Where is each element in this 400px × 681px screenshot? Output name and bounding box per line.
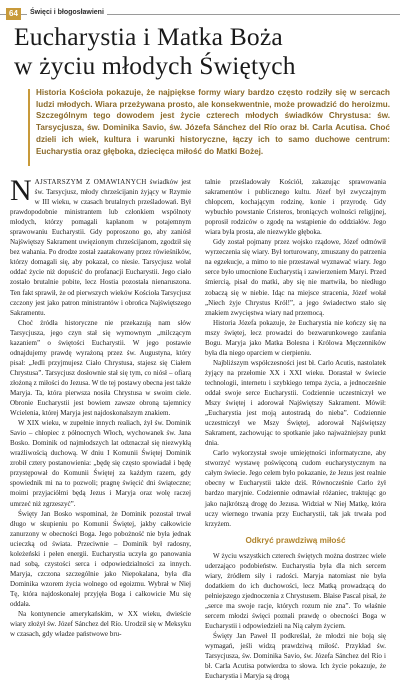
body-paragraph: Gdy został pojmany przez wojsko rządowe, Józef odmówił wyrzeczenia się wiary. Był torturowany, zmuszany do patrzenia na egzekucje, a mimo to nie przestawał wyznawać wiary. Jego serce było umocnione Eucharystią i zawierzeniem Maryi. Przed śmiercią, pisał do matki, aby się nie martwiła, bo niedługo zobaczą się w niebie. Idąc na miejsce stracenia, Józef wołał „Niech żyje Chrystus Król!”, a jego świadectwo stało się znakiem zwycięstwa wiary nad przemocą. bbox=[205, 238, 386, 317]
title-line: w życiu młodych Świętych bbox=[14, 51, 296, 80]
body-paragraph: Choć źródła historyczne nie przekazują nam słów Tarsycjusza, jego czyn stał się wymownym „milczącym kazaniem” o świętości Eucharystii. W jego postawie odnajdujemy prawdę wyrażoną przez św. Augustyna, który pisał: „Jedli przyjmujesz Ciało Chrystusa, stajesz się Ciałem Chrystusa”. Tarsycjusz dosłownie stał się tym, co niósł – ofiarą złożoną z miłości do Jezusa. W tle tej postawy obecna jest także Maryja. Ta, która pierwsza nosiła Chrystusa w swoim ciele. Obronie Eucharystii jest bowiem zawsze obroną tajemnicy Wcielenia, której Maryja jest najdoskonalszym znakiem. bbox=[10, 318, 191, 418]
body-paragraph: Carlo wykorzystał swoje umiejętności informatyczne, aby stworzyć wystawę poświęconą cudom eucharystycznym na całym świecie. Jego celem było pokazanie, że Jezus jest realnie obecny w Eucharystii także dziś. Równocześnie Carlo żył bardzo maryjnie. Codziennie odmawiał różaniec, traktując go jako najkrótszą drogę do Jezusa. Widział w Niej Matkę, która uczy wiernego trwania przy Eucharystii, tak jak trwała pod krzyżem. bbox=[205, 449, 386, 528]
lead-accent-bar bbox=[28, 89, 30, 166]
body-paragraph: Święty Jan Bosko wspominał, że Dominik pozostał trwał długo w skupieniu po Komunii Świętej, jakby całkowicie zanurzony w obecności Boga. Jego pobożność nie była jednak ucieczką od świata. Przeciwnie – Dominik był radosny, koleżeński i pełen energii. Eucharystia uczyła go panowania nad sobą, czystości serca i odpowiedzialności za innych. Maryja, czczona szczególnie jako Niepokalana, była dla Dominika wzorem życia wolnego od egoizmu. Wybrał w Niej Tę, która najdoskonalej przyjęła Boga i całkowicie Mu się oddała. bbox=[10, 509, 191, 608]
body-paragraph: Święty Jan Paweł II podkreślał, że młodzi nie boją się wymagań, jeśli widzą prawdziwą miłość. Przykład św. Tarsycjusza, św. Dominika Savio, św. Józefa Sánchez del Río i bł. Carla Acutisa potwierdza to słowa. Ich życie pokazuje, że Eucharystia i Maryja są drogą bbox=[205, 632, 386, 681]
body-paragraph: talnie prześladowały Kościół, zakazując sprawowania sakramentów i publicznego kultu. Józef był zwyczajnym chłopcem, kochającym rodzinę, konie i przyrodę. Gdy wybuchło powstanie Cristeros, broniących wolności religijnej, poprosił rodziców o zgodę na wstąpienie do oddziałów. Jego wiara była prosta, ale niezwykle głęboka. bbox=[205, 178, 386, 237]
body-paragraph: W XIX wieku, w zupełnie innych realiach, żył św. Dominik Savio – chłopiec z północnych Włoch, wychowanek św. Jana Bosko. Dominik od najmłodszych lat odznaczał się niezwykłą wrażliwością duchową. W dniu I Komunii Świętej Dominik zrobił cztery postanowienia: „będę się często spowiadał i będę przystępował do Komunii Świętej za każdym razem, gdy spowiednik mi na to pozwoli; pragnę święcić dni świąteczne; moimi przyjaciółmi będą Jezus i Maryja oraz wolę raczej umrzeć niż zgrzeszyć”. bbox=[10, 419, 191, 508]
title-line: Eucharystia i Matka Boża bbox=[14, 22, 283, 51]
page-number: 64 bbox=[6, 8, 21, 20]
lead-in-text: AJSTARSZYM Z OMAWIANYCH bbox=[34, 178, 147, 186]
article-title bbox=[14, 22, 386, 80]
right-column bbox=[205, 177, 386, 681]
article-lead: Historia Kościoła pokazuje, że najpiękse formy wiary bardzo często rodziły się w sercach ludzi młodych. Wiara przeżywana prosto, ale konsekwentnie, może prowadzić do heroizmu. Szczególnym tego dowodem jest życie czterech młodych świadków Chrystusa: św. Tarsycjusza, św. Dominika Savio, św. Józefa Sánchez del Río oraz bł. Carla Acutisa. Choć dzieli ich wiek, kultura i warunki historyczne, łączy ich to samo duchowe centrum: Eucharystia oraz głęboka, dziecięca miłość do Matki Bożej. bbox=[36, 88, 390, 156]
section-subheading: Odkryć prawdziwą miłość bbox=[245, 535, 346, 545]
section-label: Święci i błogosławieni bbox=[27, 9, 107, 16]
body-paragraph: Na kontynencie amerykańskim, w XX wieku, dwieście wiary złożył św. Józef Sánchez del Río. Urodził się w Meksyku w czasach, gdy władze państwowe bru- bbox=[10, 610, 191, 639]
body-paragraph: Najbliższym współczesności jest bł. Carlo Acutis, nastolatek żyjący na przełomie XX i XXI wieku. Dorastał w świecie technologii, internetu i szybkiego tempa życia, a jednocześnie oddał swoje serce Eucharystii. Codziennie uczestniczył we Mszy świętej i adorował Najświętszy Sakrament. Mówił: „Eucharystia jest moją autostradą do nieba”. Codziennie uczestniczył we Mszy Świętej, adorował Najświętszy Sakrament, zachowując to spotkanie jako najważniejszy punkt dnia. bbox=[205, 358, 386, 448]
paragraph-text: świadków jest św. Tarsycjusz, młody chrześcijanin żyjący w Rzymie w III wieku, w czasach brutalnych prześladowań. Był prawdopodobnie ministrantem lub członkiem wspólnoty młodych, którzy pomagali kapłanom w potajemnym sprawowaniu Eucharystii. Gdy poproszono go, aby zaniósł Najświętszy Sakrament uwięzionym chrześcijanom, zgodził się bez wahania. Po drodze został zaatakowany przez rówieśników, którzy domagali się, aby pokazał, co niesie. Tarsycjusz wolał oddać życie niż dopuścić do profanacji Eucharystii. Jego ciało zostało brutalnie pobite, lecz Hostia pozostała nienaruszona. Ten fakt sprawił, że od pierwszych wieków Kościoła Tarsycjusz czczony jest jako patron ministrantów i obrońca Najświętszego Sakramentu. bbox=[10, 178, 192, 317]
left-column bbox=[10, 174, 192, 639]
body-paragraph bbox=[10, 174, 192, 318]
drop-cap: N bbox=[10, 174, 32, 207]
body-paragraph: W życiu wszystkich czterech świętych można dostrzec wiele uderzająco podobieństw. Eucharystia była dla nich sercem wiary, źródłem siły i radości. Maryja natomiast nie była dodatkiem do ich duchowości, lecz Matką prowadzącą do pełniejszego zjednoczenia z Chrystusem. Blaise Pascal pisał, że „serce ma swoje racje, których rozum nie zna”. To właśnie sercem młodzi święci poznali prawdę o obecności Boga w Eucharystii i odpowiedzieli na Nią całym życiem. bbox=[205, 551, 386, 630]
body-paragraph: Historia Józefa pokazuje, że Eucharystia nie kończy się na mszy świętej, lecz prowadzi do bezwarunkowego zaufania Bogu. Maryja jako Matka Bolesna i Królowa Męczenników była dla niego oparciem w cierpieniu. bbox=[205, 318, 386, 357]
